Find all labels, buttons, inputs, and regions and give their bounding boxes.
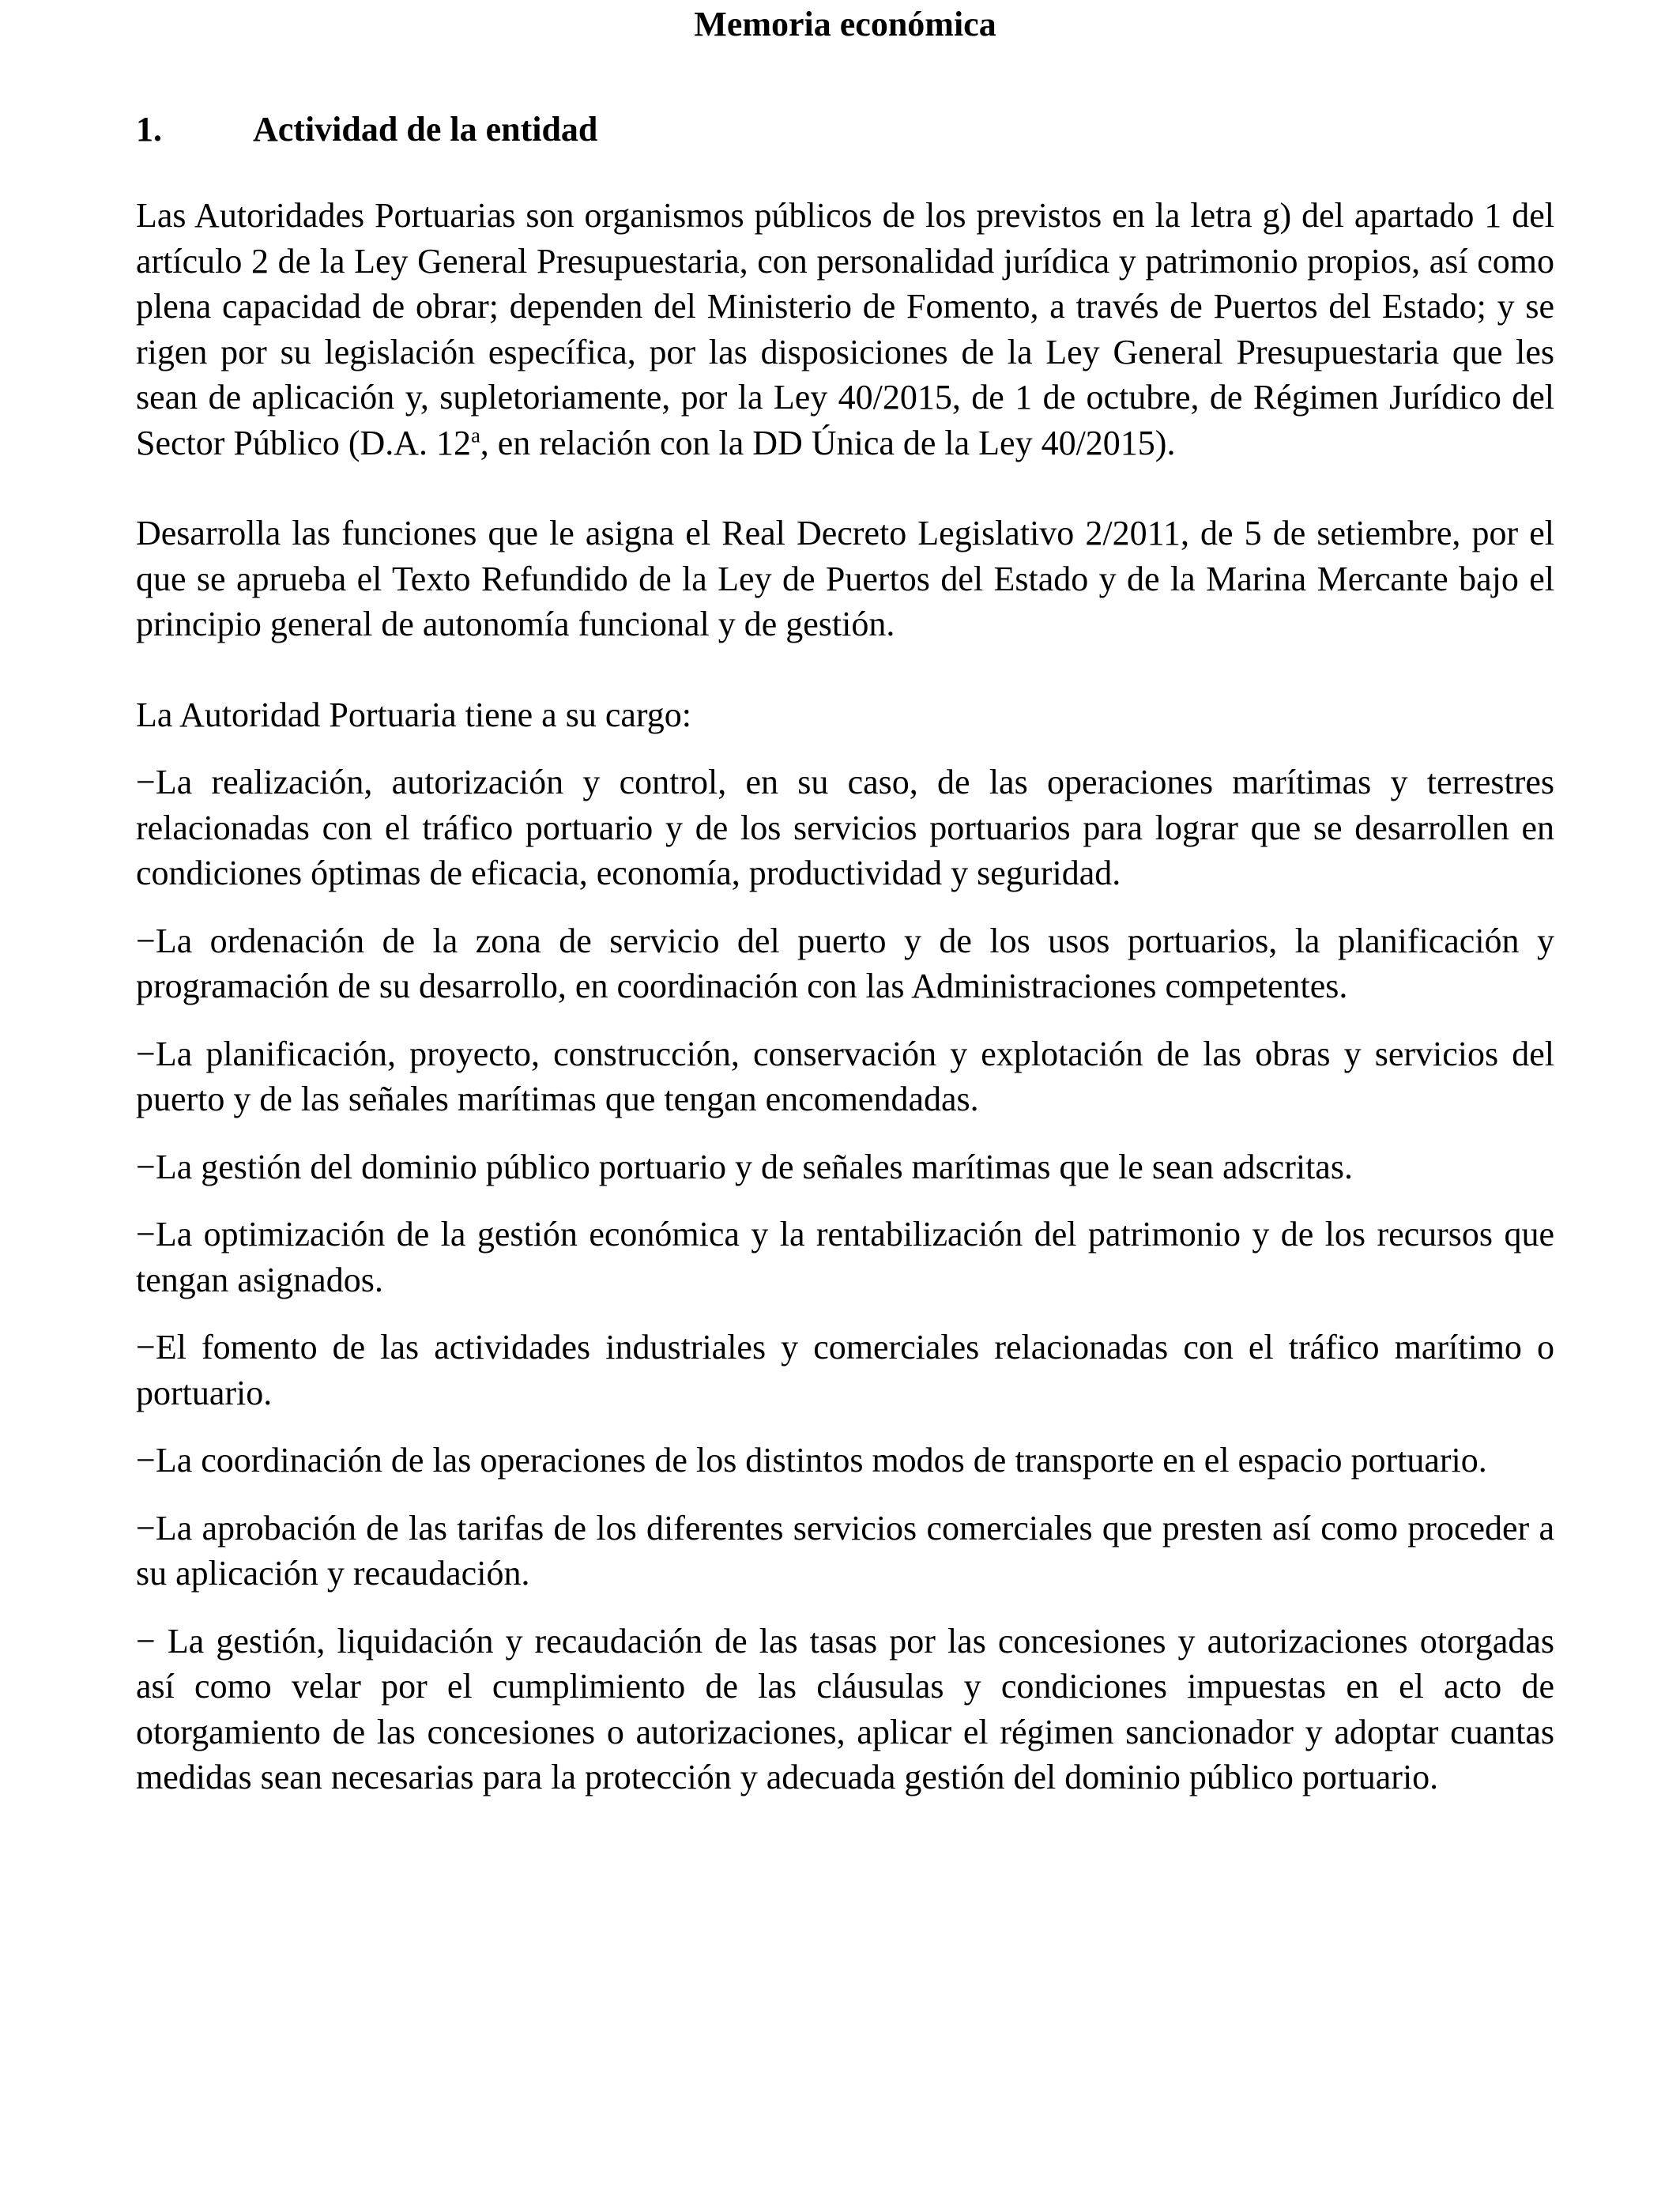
document-title: Memoria económica [694,5,996,43]
list-item: − La gestión, liquidación y recaudación de las tasas por las concesiones y autorizaciones otorgadas así como velar por el cumplimiento de las cláusulas y condiciones impuestas en el acto de otorgamiento de las concesiones o autorizaciones, aplicar el régimen sancionador y adoptar cuantas medidas sean necesarias para la protección y adecuada gestión del dominio público portuario. [136,1621,1554,1796]
list-item: −La gestión del dominio público portuario y de señales marítimas que le sean adscritas. [136,1147,1353,1186]
list-item: −La aprobación de las tarifas de los diferentes servicios comerciales que presten así como proceder a su aplicación y recaudación. [136,1508,1554,1593]
list-item: −La planificación, proyecto, construcción, conservación y explotación de las obras y servicios del puerto y de las señales marítimas que tengan encomendadas. [136,1034,1554,1118]
list-item: −La optimización de la gestión económica y la rentabilización del patrimonio y de los recursos que tengan asignados. [136,1215,1554,1299]
paragraph-legal-status [136,193,1554,466]
section-title: Actividad de la entidad [253,110,598,149]
paragraph-functions: Desarrolla las funciones que le asigna el Real Decreto Legislativo 2/2011, de 5 de setiembre, por el que se aprueba el Texto Refundido de la Ley de Puertos del Estado y de la Marina Mercante bajo el principio general de autonomía funcional y de gestión. [136,514,1554,643]
section-heading [136,107,597,153]
paragraph-legal-status-end: , en relación con la DD Única de la Ley 40/2015). [480,423,1176,462]
list-item: −El fomento de las actividades industriales y comerciales relacionadas con el tráfico marítimo o portuario. [136,1328,1554,1412]
list-item: −La coordinación de las operaciones de los distintos modos de transporte en el espacio portuario. [136,1441,1487,1480]
superscript-ordinal: a [471,422,480,447]
paragraph-legal-status-main: Las Autoridades Portuarias son organismos públicos de los previstos en la letra g) del apartado 1 del artículo 2 de la Ley General Presupuestaria, con personalidad jurídica y patrimonio propios, así como plena capacidad de obrar; dependen del Ministerio de Fomento, a través de Puertos del Estado; y se rigen por su legislación específica, por las disposiciones de la Ley General Presupuestaria que les sean de aplicación y, supletoriamente, por la Ley 40/2015, de 1 de octubre, de Régimen Jurídico del Sector Público (D.A. 12 [136,196,1554,462]
list-item: −La ordenación de la zona de servicio del puerto y de los usos portuarios, la planificación y programación de su desarrollo, en coordinación con las Administraciones competentes. [136,921,1554,1005]
paragraph-responsibilities-intro: La Autoridad Portuaria tiene a su cargo: [136,695,691,734]
section-number: 1. [136,110,162,149]
list-item: −La realización, autorización y control, en su caso, de las operaciones marítimas y terrestres relacionadas con el tráfico portuario y de los servicios portuarios para lograr que se desarrollen en condiciones óptimas de eficacia, economía, productividad y seguridad. [136,763,1554,892]
body-text [136,193,1554,1800]
